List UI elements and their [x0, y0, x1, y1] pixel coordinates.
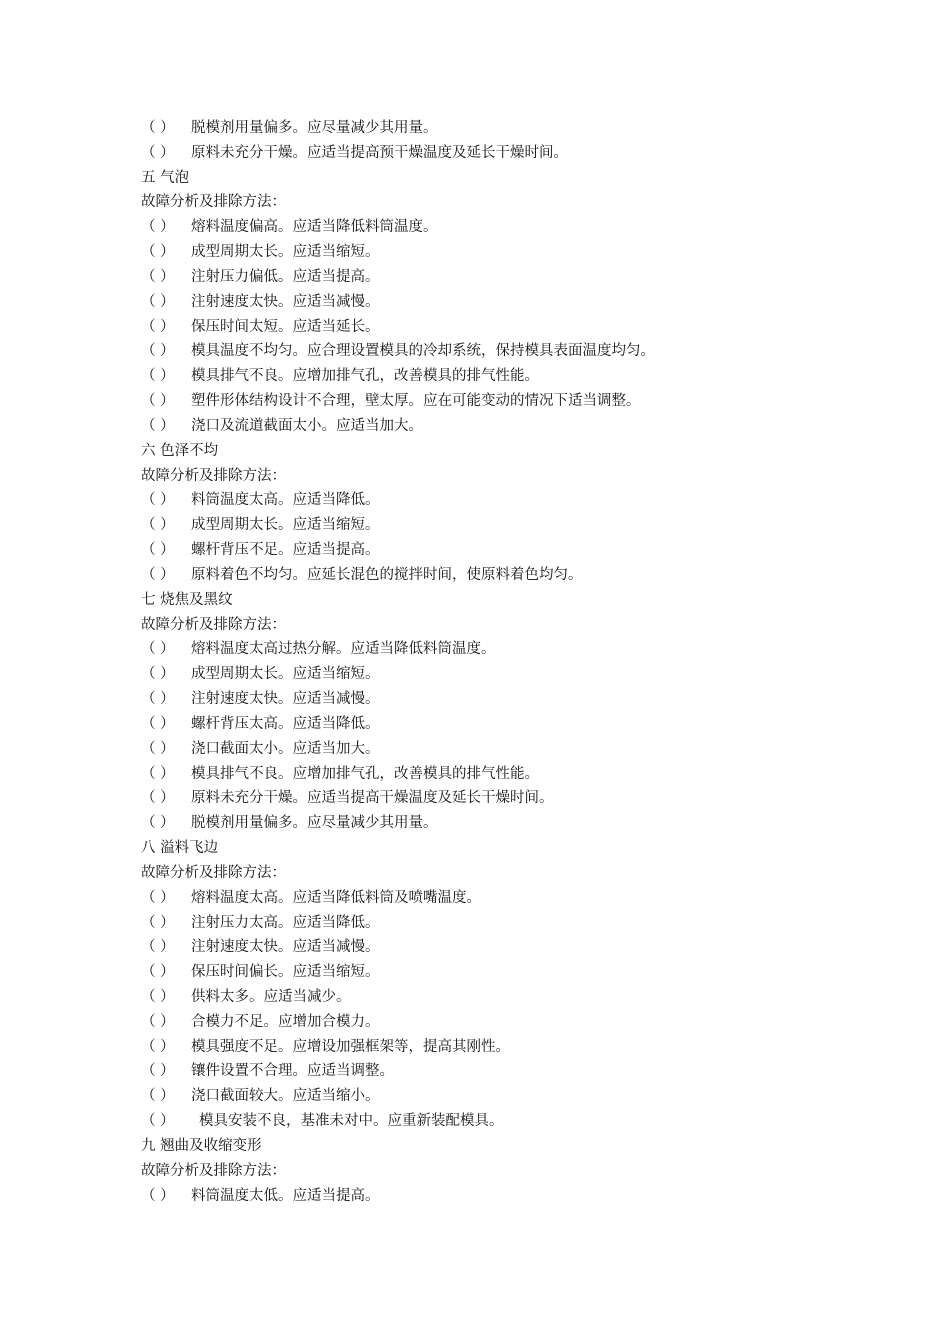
list-item [141, 886, 861, 911]
item-text: 供料太多。应适当减少。 [191, 988, 351, 1005]
item-text: 模具温度不均匀。应合理设置模具的冷却系统，保持模具表面温度均匀。 [191, 343, 655, 360]
item-text: 脱模剂用量偏多。应尽量减少其用量。 [191, 120, 438, 136]
list-item [141, 637, 861, 662]
item-checkbox-mark: （ ） [141, 417, 175, 434]
list-item [141, 1010, 861, 1035]
item-checkbox-mark: （ ） [141, 964, 175, 981]
item-text: 原料着色不均匀。应延长混色的搅拌时间，使原料着色均匀。 [191, 566, 583, 583]
section-subheading: 故障分析及排除方法： [141, 194, 286, 211]
list-item [141, 786, 861, 811]
list-item [141, 712, 861, 737]
list-item [141, 215, 861, 240]
item-checkbox-mark: （ ） [141, 368, 175, 385]
item-checkbox-mark: （ ） [141, 1013, 175, 1030]
list-item [141, 513, 861, 538]
item-text: 熔料温度偏高。应适当降低料筒温度。 [191, 219, 438, 236]
list-item [141, 563, 861, 588]
item-checkbox-mark: （ ） [141, 691, 175, 708]
list-item [141, 935, 861, 960]
section-heading: 九 翘曲及收缩变形 [141, 1137, 262, 1154]
item-text: 熔料温度太高过热分解。应适当降低料筒温度。 [191, 641, 496, 658]
item-checkbox-mark: （ ） [141, 318, 175, 335]
item-text: 螺杆背压不足。应适当提高。 [191, 542, 380, 559]
item-text: 注射速度太快。应适当减慢。 [191, 939, 380, 956]
item-text: 原料未充分干燥。应适当提高干燥温度及延长干燥时间。 [191, 790, 554, 807]
item-checkbox-mark: （ ） [141, 566, 175, 583]
item-text: 浇口截面较大。应适当缩小。 [191, 1088, 380, 1105]
item-checkbox-mark: （ ） [141, 889, 175, 906]
item-text: 注射速度太快。应适当减慢。 [191, 293, 380, 310]
item-checkbox-mark: （ ） [141, 343, 175, 360]
item-text: 塑件形体结构设计不合理，壁太厚。应在可能变动的情况下适当调整。 [191, 393, 641, 410]
item-checkbox-mark: （ ） [141, 1038, 175, 1055]
list-item [141, 240, 861, 265]
item-checkbox-mark: （ ） [141, 641, 175, 658]
list-item [141, 960, 861, 985]
list-item [141, 662, 861, 687]
item-checkbox-mark: （ ） [141, 1187, 175, 1204]
item-checkbox-mark: （ ） [141, 666, 175, 683]
item-text: 料筒温度太高。应适当降低。 [191, 492, 380, 509]
item-checkbox-mark: （ ） [141, 517, 175, 534]
section-heading: 六 色泽不均 [141, 442, 219, 459]
item-checkbox-mark: （ ） [141, 542, 175, 559]
item-text: 注射速度太快。应适当减慢。 [191, 691, 380, 708]
item-text: 模具排气不良。应增加排气孔，改善模具的排气性能。 [191, 368, 539, 385]
item-text: 合模力不足。应增加合模力。 [191, 1013, 380, 1030]
list-item [141, 141, 861, 166]
list-item [141, 315, 861, 340]
list-item [141, 1084, 861, 1109]
item-text: 脱模剂用量偏多。应尽量减少其用量。 [191, 815, 438, 832]
list-item [141, 290, 861, 315]
list-item [141, 488, 861, 513]
list-item [141, 1035, 861, 1060]
list-item [141, 364, 861, 389]
item-text: 注射压力偏低。应适当提高。 [191, 268, 380, 285]
item-checkbox-mark: （ ） [141, 715, 175, 732]
item-checkbox-mark: （ ） [141, 120, 175, 136]
item-checkbox-mark: （ ） [141, 144, 175, 161]
list-item [141, 985, 861, 1010]
item-checkbox-mark: （ ） [141, 740, 175, 757]
item-checkbox-mark: （ ） [141, 1063, 175, 1080]
item-text: 成型周期太长。应适当缩短。 [191, 517, 380, 534]
list-item [141, 911, 861, 936]
list-item [141, 116, 861, 141]
item-checkbox-mark: （ ） [141, 765, 175, 782]
list-item [141, 737, 861, 762]
item-checkbox-mark: （ ） [141, 492, 175, 509]
item-text: 模具排气不良。应增加排气孔，改善模具的排气性能。 [191, 765, 539, 782]
item-checkbox-mark: （ ） [141, 790, 175, 807]
item-checkbox-mark: （ ） [141, 393, 175, 410]
list-item [141, 1059, 861, 1084]
list-item [141, 339, 861, 364]
section-subheading: 故障分析及排除方法： [141, 467, 286, 484]
item-checkbox-mark: （ ） [141, 293, 175, 310]
list-item [141, 811, 861, 836]
section-heading: 七 烧焦及黑纹 [141, 591, 233, 608]
item-checkbox-mark: （ ） [141, 815, 175, 832]
section-heading: 五 气泡 [141, 169, 190, 186]
item-text: 模具强度不足。应增设加强框架等，提高其刚性。 [191, 1038, 510, 1055]
item-text: 浇口及流道截面太小。应适当加大。 [191, 417, 423, 434]
item-text: 螺杆背压太高。应适当降低。 [191, 715, 380, 732]
item-text: 成型周期太长。应适当缩短。 [191, 666, 380, 683]
item-checkbox-mark: （ ） [141, 1113, 175, 1130]
item-checkbox-mark: （ ） [141, 219, 175, 236]
list-item [141, 687, 861, 712]
item-text: 模具安装不良，基准未对中。应重新装配模具。 [199, 1113, 504, 1130]
item-checkbox-mark: （ ） [141, 939, 175, 956]
list-item [141, 538, 861, 563]
item-checkbox-mark: （ ） [141, 244, 175, 261]
section-subheading: 故障分析及排除方法： [141, 864, 286, 881]
item-text: 成型周期太长。应适当缩短。 [191, 244, 380, 261]
item-text: 浇口截面太小。应适当加大。 [191, 740, 380, 757]
section-subheading: 故障分析及排除方法： [141, 1162, 286, 1179]
item-text: 料筒温度太低。应适当提高。 [191, 1187, 380, 1204]
section-subheading: 故障分析及排除方法： [141, 616, 286, 633]
document-body [141, 116, 861, 1208]
item-text: 熔料温度太高。应适当降低料筒及喷嘴温度。 [191, 889, 481, 906]
item-text: 保压时间偏长。应适当缩短。 [191, 964, 380, 981]
list-item [141, 265, 861, 290]
list-item [141, 1109, 861, 1134]
list-item [141, 389, 861, 414]
item-text: 原料未充分干燥。应适当提高预干燥温度及延长干燥时间。 [191, 144, 568, 161]
item-checkbox-mark: （ ） [141, 914, 175, 931]
item-checkbox-mark: （ ） [141, 1088, 175, 1105]
item-text: 注射压力太高。应适当降低。 [191, 914, 380, 931]
section-heading: 八 溢料飞边 [141, 840, 219, 857]
item-text: 保压时间太短。应适当延长。 [191, 318, 380, 335]
item-checkbox-mark: （ ） [141, 268, 175, 285]
item-text: 镶件设置不合理。应适当调整。 [191, 1063, 394, 1080]
item-checkbox-mark: （ ） [141, 988, 175, 1005]
list-item [141, 1184, 861, 1209]
list-item [141, 762, 861, 787]
list-item [141, 414, 861, 439]
